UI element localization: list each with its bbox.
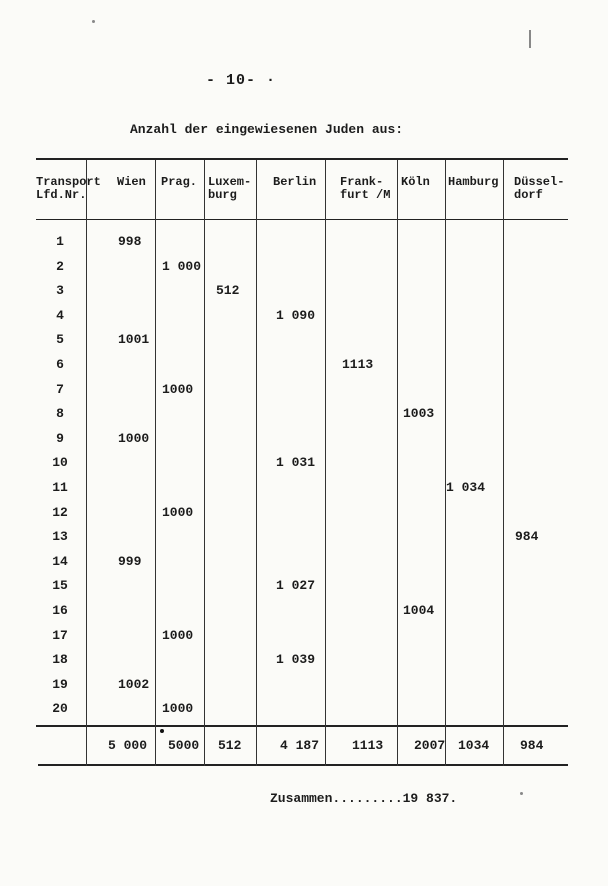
count-prag: 1000 xyxy=(162,381,194,397)
scan-speck xyxy=(529,30,531,48)
transport-number: 4 xyxy=(56,307,64,323)
transport-number: 1 xyxy=(56,234,64,249)
header-luxemburg: Luxem- burg xyxy=(208,175,252,202)
header-koeln: Köln xyxy=(401,175,430,189)
total-duesseldorf: 984 xyxy=(520,738,544,753)
transport-number: 14 xyxy=(52,553,68,569)
count-berlin: 1 031 xyxy=(276,455,316,471)
count-koeln: 1003 xyxy=(403,406,435,422)
transport-number: 11 xyxy=(52,480,68,495)
count-berlin: 1 090 xyxy=(276,307,316,323)
transport-number: 12 xyxy=(52,504,68,520)
column-rule xyxy=(397,160,398,766)
count-prag: 1000 xyxy=(162,504,194,520)
transport-number: 8 xyxy=(56,406,64,422)
totals-top-rule xyxy=(36,725,568,727)
count-luxemburg: 512 xyxy=(216,283,240,299)
count-wien: 1001 xyxy=(118,332,150,348)
transport-number: 10 xyxy=(52,455,68,471)
count-frankfurt: 1113 xyxy=(342,357,374,372)
transport-number: 5 xyxy=(56,332,64,348)
header-berlin: Berlin xyxy=(273,175,317,189)
transport-number: 19 xyxy=(52,676,68,692)
page-number: - 10- · xyxy=(206,72,277,89)
total-hamburg: 1034 xyxy=(458,738,490,753)
header-hamburg: Hamburg xyxy=(448,175,499,189)
count-prag: 1000 xyxy=(162,701,194,717)
total-wien: 5 000 xyxy=(108,738,148,753)
scan-speck xyxy=(160,729,164,733)
transport-number: 9 xyxy=(56,430,64,446)
count-duesseldorf: 984 xyxy=(515,529,539,545)
header-wien: Wien xyxy=(117,175,146,189)
transport-number: 15 xyxy=(52,578,68,594)
transport-number: 16 xyxy=(52,603,68,618)
column-rule xyxy=(445,160,446,766)
scan-speck xyxy=(92,20,95,23)
total-koeln: 2007 xyxy=(414,738,446,753)
count-wien: 1000 xyxy=(118,430,150,446)
column-rule xyxy=(155,160,156,766)
header-prag: Prag. xyxy=(161,175,198,189)
table-heading: Anzahl der eingewiesenen Juden aus: xyxy=(130,122,404,137)
summary-total: Zusammen.........19 837. xyxy=(270,791,458,806)
column-rule xyxy=(325,160,326,766)
transport-number: 3 xyxy=(56,283,64,299)
count-berlin: 1 039 xyxy=(276,652,316,668)
column-rule xyxy=(256,160,257,766)
transport-number: 18 xyxy=(52,652,68,668)
header-bottom-rule xyxy=(36,219,568,220)
table-bottom-rule xyxy=(38,764,568,766)
count-berlin: 1 027 xyxy=(276,578,316,594)
count-prag: 1 000 xyxy=(162,258,202,274)
count-wien: 999 xyxy=(118,553,142,569)
transport-number: 7 xyxy=(56,381,64,397)
column-rule xyxy=(86,160,87,766)
transport-number: 6 xyxy=(56,357,64,372)
header-duesseldorf: Düssel- dorf xyxy=(514,175,565,202)
total-prag: 5000 xyxy=(168,738,200,753)
count-hamburg: 1 034 xyxy=(446,480,486,495)
total-luxemburg: 512 xyxy=(218,738,242,753)
header-transport: Transport Lfd.Nr. xyxy=(36,175,101,202)
header-frankfurt: Frank- furt /M xyxy=(340,175,391,202)
table-top-rule xyxy=(36,158,568,160)
column-rule xyxy=(204,160,205,766)
total-frankfurt: 1113 xyxy=(352,738,384,753)
count-prag: 1000 xyxy=(162,627,194,643)
transport-number: 17 xyxy=(52,627,68,643)
scan-speck xyxy=(520,792,523,795)
transport-number: 2 xyxy=(56,258,64,274)
count-wien: 998 xyxy=(118,234,142,249)
count-koeln: 1004 xyxy=(403,603,435,618)
total-berlin: 4 187 xyxy=(280,738,320,753)
count-wien: 1002 xyxy=(118,676,150,692)
transport-number: 13 xyxy=(52,529,68,545)
column-rule xyxy=(503,160,504,766)
transport-number: 20 xyxy=(52,701,68,717)
